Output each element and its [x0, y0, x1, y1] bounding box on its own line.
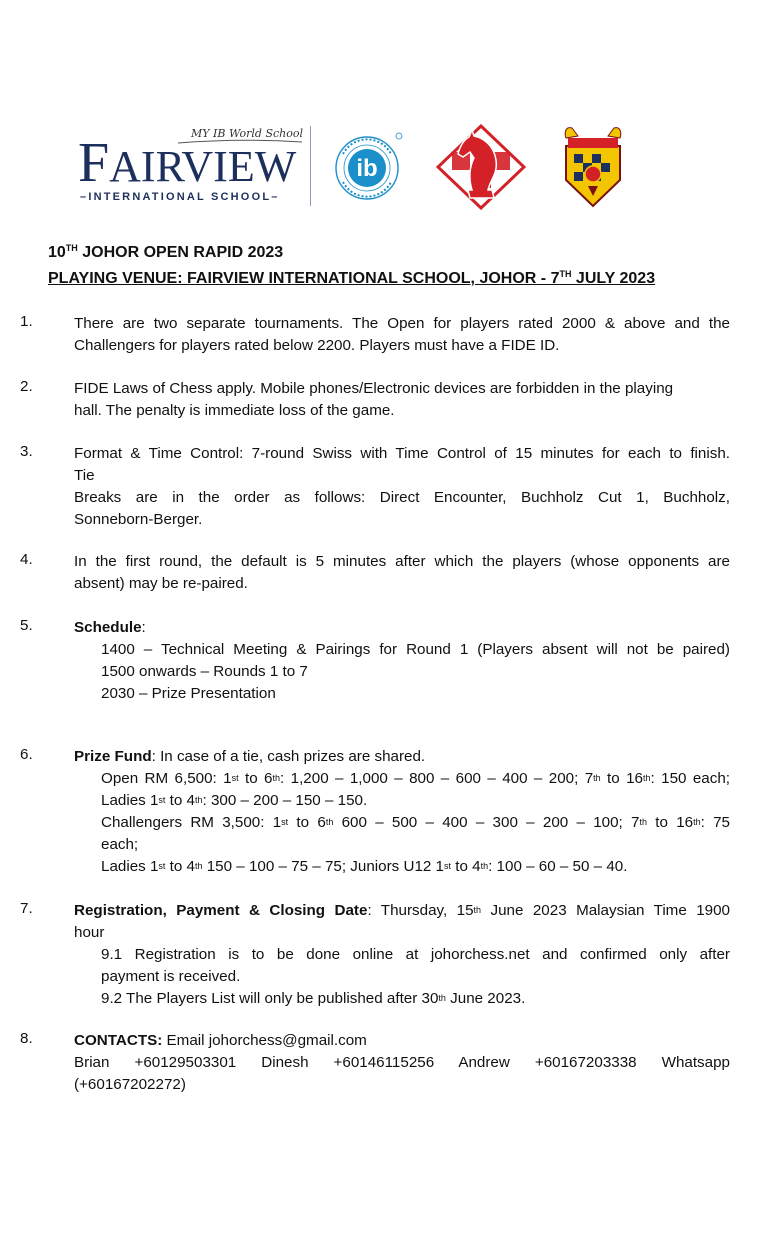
- item-text: Format & Time Control: 7-round Swiss with Time Control of 15 minutes for each to finish. Tie Breaks are in the order as follows: Direct Encounter, Buchholz Cut 1, Buchholz, Sonneborn-Berger.: [74, 445, 730, 528]
- item-number: 5.: [20, 617, 33, 634]
- document-title: 10TH JOHOR OPEN RAPID 2023: [48, 243, 284, 261]
- item-number: 6.: [20, 746, 33, 763]
- item-text: [74, 1030, 730, 1096]
- prize-line-challengers: Challengers RM 3,500: 1st to 6th 600 – 500 – 400 – 300 – 200 – 100; 7th to 16th: 75: [101, 814, 730, 831]
- contact-email: Email johorchess@gmail.com: [162, 1032, 367, 1049]
- item-text: There are two separate tournaments. The Open for players rated 2000 & above and the Challengers for players rated below 2200. Players must have a FIDE ID.: [74, 315, 730, 354]
- fairview-tagline: MY IB World School: [191, 127, 303, 140]
- item-number: 8.: [20, 1030, 33, 1047]
- schedule-heading: Schedule: [74, 619, 142, 636]
- prize-fund-heading: Prize Fund: [74, 748, 152, 765]
- logo-bar: [72, 122, 712, 212]
- prize-line-open: Open RM 6,500: 1st to 6th: 1,200 – 1,000 – 800 – 600 – 400 – 200; 7th to 16th: 150 each;: [101, 770, 731, 787]
- fairview-subtitle: –INTERNATIONAL SCHOOL–: [80, 191, 280, 203]
- prize-line-ladies-open: Ladies 1st to 4th: 300 – 200 – 150 – 150.: [101, 792, 368, 809]
- schedule-line: 1500 onwards – Rounds 1 to 7: [101, 663, 308, 680]
- item-text: In the first round, the default is 5 minutes after which the players (whose opponents are absent) may be re-paired.: [74, 553, 730, 592]
- fairview-wordmark: FAIRVIEW: [78, 132, 297, 194]
- ib-world-school-logo: [331, 128, 403, 204]
- contacts-heading: CONTACTS:: [74, 1032, 163, 1049]
- venue-subtitle: PLAYING VENUE: FAIRVIEW INTERNATIONAL SCHOOL, JOHOR - 7TH JULY 2023: [48, 269, 656, 287]
- prize-line-ladies-challengers: Ladies 1st to 4th 150 – 100 – 75 – 75; Juniors U12 1st to 4th: 100 – 60 – 50 – 40.: [101, 858, 628, 875]
- item-number: 1.: [20, 313, 33, 330]
- logo-divider: [310, 126, 311, 206]
- contact-phones: Brian +60129503301 Dinesh +60146115256 Andrew +60167203338 Whatsapp: [74, 1054, 730, 1071]
- contact-whatsapp: (+60167202272): [74, 1076, 186, 1093]
- item-number: 3.: [20, 443, 33, 460]
- chess-association-crest-logo: [560, 124, 626, 210]
- svg-text:ib: ib: [356, 155, 378, 182]
- item-text: Schedule: 1400 – Technical Meeting & Pairings for Round 1 (Players absent will not be paired) 1500 onwards – Rounds 1 to 7 2030 – Prize Presentation: [74, 617, 730, 705]
- fairview-logo: [78, 122, 303, 210]
- schedule-line: 2030 – Prize Presentation: [101, 685, 276, 702]
- item-text: Prize Fund: In case of a tie, cash prizes are shared. Open RM 6,500: 1st to 6th: 1,200 – 1,000 – 800 – 600 – 400 – 200; 7th to 16th: 150 each; Ladies 1st to 4th: 300 – 200 – 150 – 150. Challengers RM 3,500: 1st to 6th 600 – 500 – 400 – 300 – 200 – 100; 7th to 16th: 75 each; Ladies 1st to 4th 150 – 100 – 75 – 75; Juniors U12 1st to 4th: 100 – 60 – 50 – 40.: [74, 746, 730, 878]
- item-number: 7.: [20, 900, 33, 917]
- item-number: 4.: [20, 551, 33, 568]
- schedule-line: 1400 – Technical Meeting & Pairings for Round 1 (Players absent will not be paired): [101, 641, 730, 658]
- item-text: Registration, Payment & Closing Date: Thursday, 15th June 2023 Malaysian Time 1900 hour 9.1 Registration is to be done online at johorchess.net and confirmed only after payment is received. 9.2 The Players List will only be published after 30th June 2023.: [74, 902, 731, 1007]
- registration-heading: Registration, Payment & Closing Date: [74, 902, 368, 919]
- item-text: FIDE Laws of Chess apply. Mobile phones/Electronic devices are forbidden in the playing hall. The penalty is immediate loss of the game.: [74, 380, 674, 419]
- item-number: 2.: [20, 378, 33, 395]
- chess-knight-logo: [436, 124, 526, 210]
